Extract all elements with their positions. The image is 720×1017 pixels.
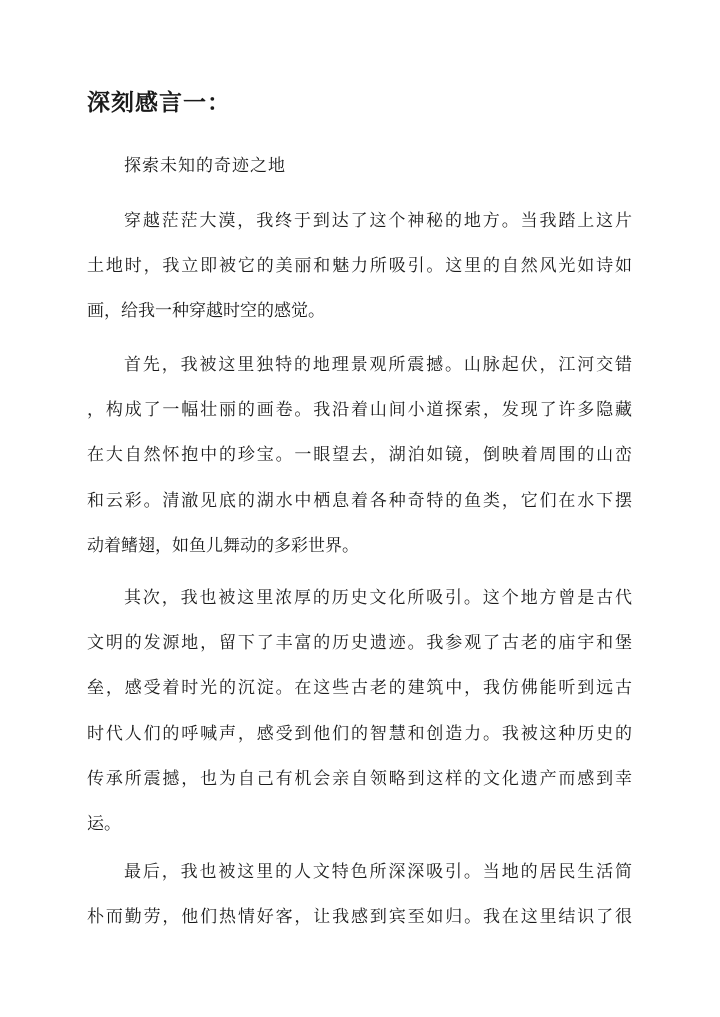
paragraph-line: 其次，我也被这里浓厚的历史文化所吸引。这个地方曾是古代 bbox=[124, 588, 632, 608]
paragraph-line: 画，给我一种穿越时空的感觉。 bbox=[87, 301, 325, 322]
paragraph-line: 文明的发源地，留下了丰富的历史遗迹。我参观了古老的庙宇和堡 bbox=[87, 633, 632, 654]
paragraph-line: 动着鳍翅，如鱼儿舞动的多彩世界。 bbox=[87, 535, 359, 556]
paragraph-4 bbox=[87, 850, 632, 940]
paragraph-1 bbox=[87, 199, 632, 335]
paragraph-line: 传承所震撼，也为自己有机会亲自领略到这样的文化遗产而感到幸 bbox=[87, 768, 632, 789]
paragraph-line: ，构成了一幅壮丽的画卷。我沿着山间小道探索，发现了许多隐藏 bbox=[87, 400, 632, 421]
paragraph-line: 最后，我也被这里的人文特色所深深吸引。当地的居民生活简 bbox=[124, 862, 632, 882]
paragraph-line: 和云彩。清澈见底的湖水中栖息着各种奇特的鱼类，它们在水下摆 bbox=[87, 490, 632, 511]
paragraph-line: 垒，感受着时光的沉淀。在这些古老的建筑中，我仿佛能听到远古 bbox=[87, 678, 632, 699]
paragraph-line: 朴而勤劳，他们热情好客，让我感到宾至如归。我在这里结识了很 bbox=[87, 907, 632, 928]
paragraph-3 bbox=[87, 576, 632, 847]
paragraph-line: 在大自然怀抱中的珍宝。一眼望去，湖泊如镜，倒映着周围的山峦 bbox=[87, 445, 632, 466]
paragraph-line: 运。 bbox=[87, 813, 121, 834]
paragraph-line: 首先，我被这里独特的地理景观所震撼。山脉起伏，江河交错 bbox=[124, 355, 632, 375]
subtitle: 探索未知的奇迹之地 bbox=[124, 156, 286, 176]
paragraph-2 bbox=[87, 343, 632, 569]
page-title: 深刻感言一： bbox=[87, 89, 231, 116]
paragraph-line: 穿越茫茫大漠，我终于到达了这个神秘的地方。当我踏上这片 bbox=[124, 211, 632, 231]
paragraph-line: 时代人们的呼喊声，感受到他们的智慧和创造力。我被这种历史的 bbox=[87, 723, 632, 744]
paragraph-line: 土地时，我立即被它的美丽和魅力所吸引。这里的自然风光如诗如 bbox=[87, 256, 632, 277]
